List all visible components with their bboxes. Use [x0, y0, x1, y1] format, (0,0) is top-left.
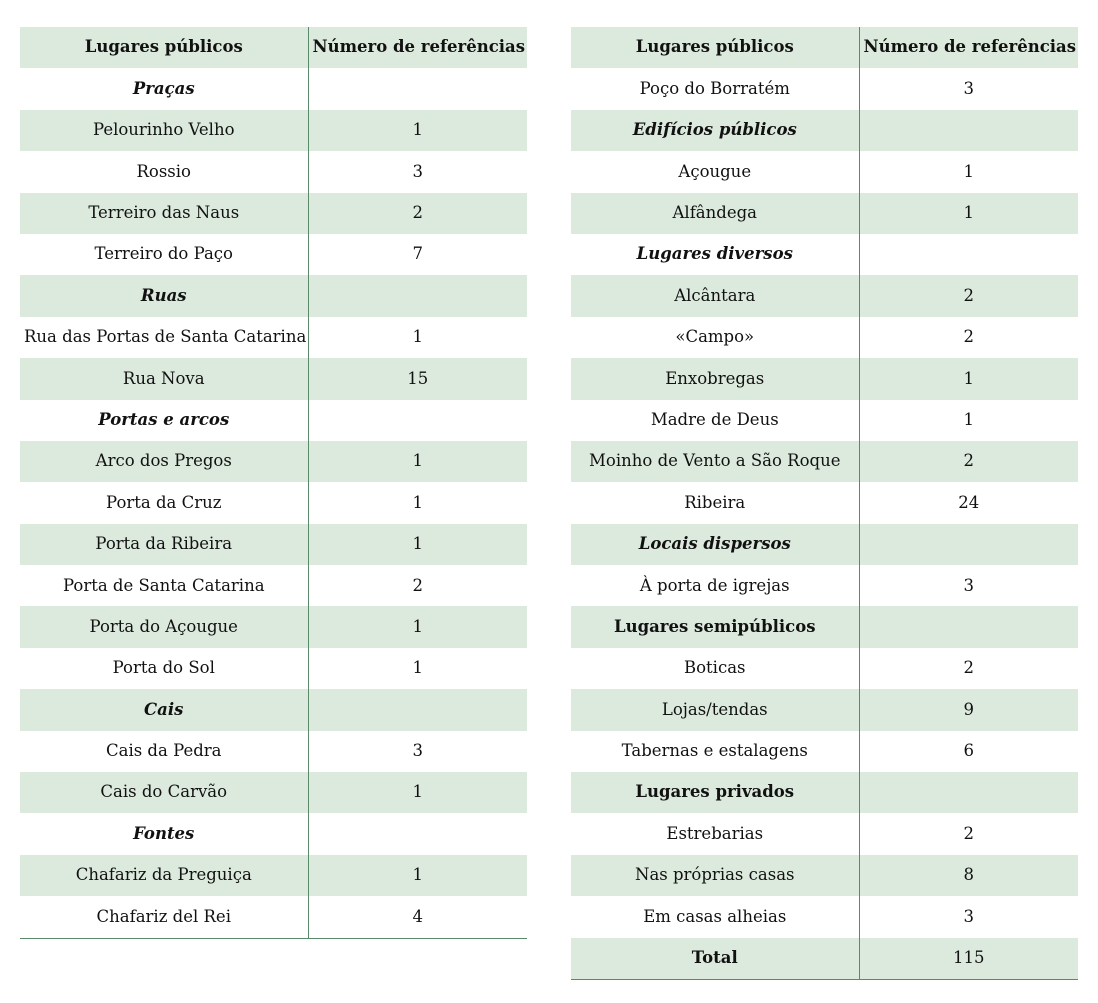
reference-count: 3 — [963, 906, 974, 926]
reference-count: 1 — [308, 441, 527, 482]
place-name: Em casas alheias — [571, 896, 859, 937]
reference-count — [859, 234, 1078, 275]
table-row — [571, 855, 1078, 896]
section-row — [20, 275, 527, 316]
table-row — [20, 648, 527, 689]
place-name: Alcântara — [571, 275, 859, 316]
reference-count: 1 — [308, 110, 527, 151]
section-title: Praças — [20, 68, 308, 109]
section-title: Lugares privados — [571, 772, 859, 813]
place-name: Boticas — [571, 648, 859, 689]
place-name: Cais do Carvão — [20, 772, 308, 813]
place-name: Chafariz del Rei — [20, 896, 308, 938]
section-row — [20, 400, 527, 441]
table-row — [571, 68, 1078, 109]
place-name: Porta do Sol — [20, 648, 308, 689]
place-name: Poço do Borratém — [571, 68, 859, 109]
place-name: Terreiro das Naus — [20, 193, 308, 234]
place-name: Terreiro do Paço — [20, 234, 308, 275]
reference-count: 24 — [958, 492, 980, 512]
reference-count: 1 — [859, 193, 1078, 234]
reference-count: 2 — [963, 823, 974, 843]
reference-count: 2 — [963, 658, 974, 678]
reference-count — [859, 524, 1078, 565]
total-value: 115 — [859, 938, 1078, 980]
reference-count: 9 — [859, 689, 1078, 730]
reference-count — [308, 689, 527, 730]
table-row — [20, 482, 527, 523]
reference-count: 3 — [412, 161, 423, 181]
place-name: Tabernas e estalagens — [571, 731, 859, 772]
header-count: Número de referências — [308, 27, 527, 68]
section-row — [20, 813, 527, 854]
reference-count: 2 — [859, 441, 1078, 482]
table-row — [571, 275, 1078, 316]
section-row — [571, 606, 1078, 647]
place-name: Açougue — [571, 151, 859, 192]
reference-count: 2 — [308, 193, 527, 234]
reference-count: 1 — [412, 658, 423, 678]
table-row — [20, 193, 527, 234]
table-row — [20, 565, 527, 606]
table-row — [20, 441, 527, 482]
reference-count: 7 — [412, 244, 423, 264]
place-name: Lojas/tendas — [571, 689, 859, 730]
total-label: Total — [571, 938, 859, 980]
table-row — [571, 151, 1078, 192]
table-row — [571, 896, 1078, 937]
reference-count — [308, 275, 527, 316]
place-name: Alfândega — [571, 193, 859, 234]
section-title: Lugares semipúblicos — [571, 606, 859, 647]
reference-count: 2 — [412, 575, 423, 595]
section-row — [571, 772, 1078, 813]
reference-count: 15 — [308, 358, 527, 399]
table-row — [20, 606, 527, 647]
total-row — [571, 938, 1078, 980]
reference-count — [308, 813, 527, 854]
table-row — [571, 400, 1078, 441]
place-name: Porta do Açougue — [20, 606, 308, 647]
place-name: Cais da Pedra — [20, 731, 308, 772]
reference-count: 8 — [859, 855, 1078, 896]
reference-count: 1 — [963, 161, 974, 181]
section-row — [20, 68, 527, 109]
section-title: Edifícios públicos — [571, 110, 859, 151]
section-row — [571, 110, 1078, 151]
place-name: Rossio — [20, 151, 308, 192]
header-place: Lugares públicos — [571, 27, 859, 68]
header-row — [571, 27, 1078, 68]
table-row — [571, 482, 1078, 523]
reference-count: 1 — [963, 409, 974, 429]
reference-count — [859, 606, 1078, 647]
table-row — [20, 151, 527, 192]
reference-count: 6 — [963, 741, 974, 761]
place-name: Enxobregas — [571, 358, 859, 399]
reference-count: 1 — [308, 855, 527, 896]
table-row — [571, 813, 1078, 854]
section-title: Locais dispersos — [571, 524, 859, 565]
reference-count — [859, 110, 1078, 151]
reference-count: 1 — [859, 358, 1078, 399]
place-name: Porta da Ribeira — [20, 524, 308, 565]
section-row — [571, 234, 1078, 275]
reference-count: 1 — [308, 606, 527, 647]
table-row — [571, 317, 1078, 358]
section-title: Fontes — [20, 813, 308, 854]
table-row — [571, 565, 1078, 606]
reference-count — [308, 400, 527, 441]
place-name: Moinho de Vento a São Roque — [571, 441, 859, 482]
table-row — [571, 358, 1078, 399]
header-row — [20, 27, 527, 68]
reference-count: 4 — [308, 896, 527, 938]
place-name: Estrebarias — [571, 813, 859, 854]
table-row — [20, 110, 527, 151]
reference-count: 1 — [308, 524, 527, 565]
reference-count: 1 — [412, 327, 423, 347]
section-row — [571, 524, 1078, 565]
reference-count — [859, 772, 1078, 813]
header-count: Número de referências — [859, 27, 1078, 68]
section-title: Ruas — [20, 275, 308, 316]
place-name: Pelourinho Velho — [20, 110, 308, 151]
table-row — [20, 358, 527, 399]
table-row — [20, 896, 527, 938]
table-row — [20, 317, 527, 358]
table-row — [20, 731, 527, 772]
references-table-right — [571, 27, 1078, 980]
reference-count: 3 — [963, 575, 974, 595]
reference-count: 2 — [859, 275, 1078, 316]
place-name: Rua Nova — [20, 358, 308, 399]
place-name: Madre de Deus — [571, 400, 859, 441]
reference-count: 3 — [412, 741, 423, 761]
place-name: À porta de igrejas — [571, 565, 859, 606]
place-name: Chafariz da Preguiça — [20, 855, 308, 896]
table-row — [571, 441, 1078, 482]
table-row — [571, 731, 1078, 772]
section-row — [20, 689, 527, 730]
place-name: Porta da Cruz — [20, 482, 308, 523]
place-name: Ribeira — [571, 482, 859, 523]
table-row — [20, 855, 527, 896]
section-title: Cais — [20, 689, 308, 730]
section-title: Lugares diversos — [571, 234, 859, 275]
section-title: Portas e arcos — [20, 400, 308, 441]
reference-count: 2 — [963, 327, 974, 347]
table-row — [20, 234, 527, 275]
reference-count: 1 — [308, 772, 527, 813]
reference-count: 3 — [963, 78, 974, 98]
table-row — [571, 689, 1078, 730]
references-table-left — [20, 27, 527, 939]
place-name: Porta de Santa Catarina — [20, 565, 308, 606]
place-name: Rua das Portas de Santa Catarina — [20, 317, 308, 358]
table-row — [20, 524, 527, 565]
table-row — [571, 648, 1078, 689]
table-row — [571, 193, 1078, 234]
header-place: Lugares públicos — [20, 27, 308, 68]
table-row — [20, 772, 527, 813]
reference-count: 1 — [412, 492, 423, 512]
place-name: Arco dos Pregos — [20, 441, 308, 482]
place-name: «Campo» — [571, 317, 859, 358]
reference-count — [308, 68, 527, 109]
place-name: Nas próprias casas — [571, 855, 859, 896]
